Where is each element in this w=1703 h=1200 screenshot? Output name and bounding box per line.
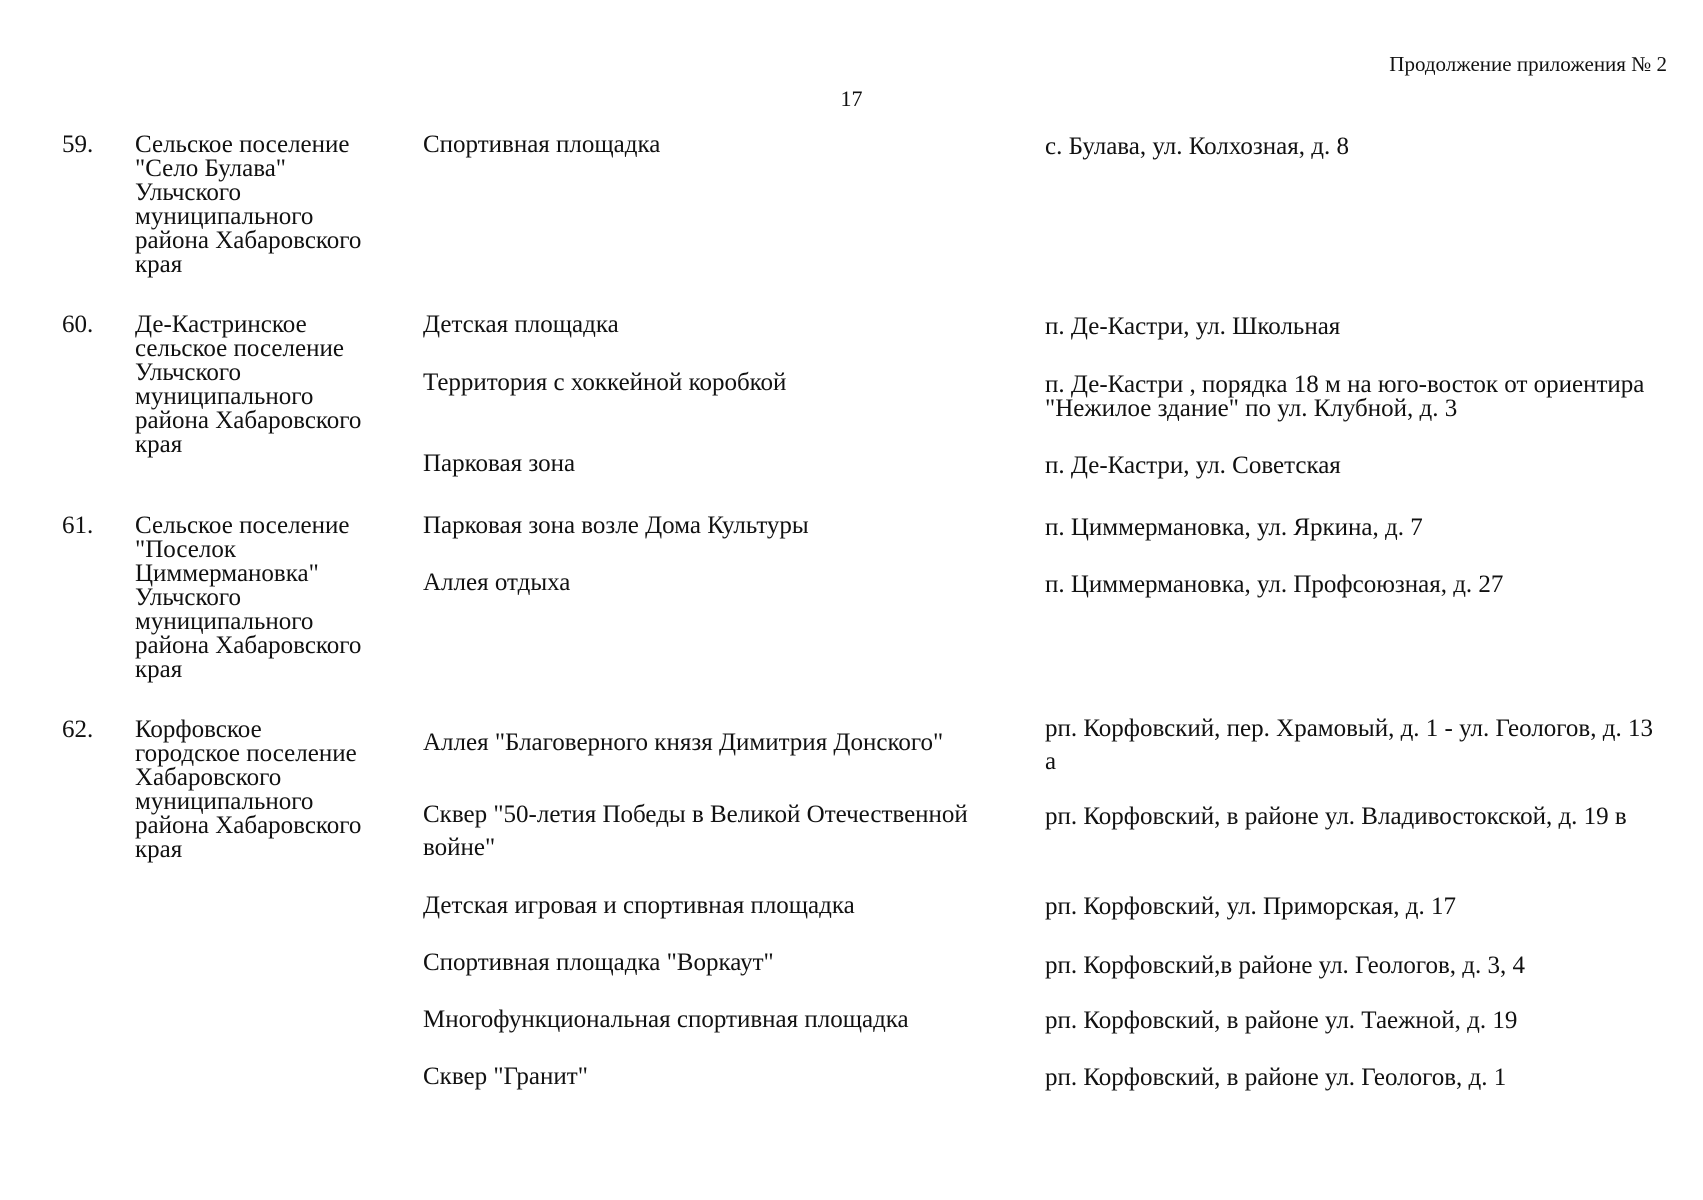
settlement-name-line: района Хабаровского — [135, 407, 362, 434]
settlement-name-line: Хабаровского — [135, 764, 282, 791]
site-name: Территория с хоккейной коробкой — [423, 369, 787, 396]
settlement-name-line: сельское поселение — [135, 335, 344, 362]
settlement-name — [135, 133, 415, 277]
settlement-name-line: края — [135, 656, 183, 683]
site-address: рп. Корфовский,в районе ул. Геологов, д. 3, 4 — [1045, 952, 1525, 979]
site-name: Многофункциональная спортивная площадка — [423, 1006, 909, 1033]
site-name: Детская площадка — [423, 311, 619, 338]
settlement-name-line: района Хабаровского — [135, 227, 362, 254]
site-name: Сквер "50-летия Победы в Великой Отечественной войне" — [423, 801, 968, 861]
settlement-name-line: Сельское поселение — [135, 131, 350, 158]
settlement-name-line: муниципального — [135, 608, 314, 635]
appendix-continuation-note: Продолжение приложения № 2 — [1389, 52, 1667, 76]
site-address: рп. Корфовский, в районе ул. Владивостокской, д. 19 в — [1045, 803, 1627, 830]
settlement-name — [135, 718, 415, 862]
site-name: Детская игровая и спортивная площадка — [423, 892, 855, 919]
entry-number: 59. — [62, 131, 94, 158]
settlement-name-line: Ульчского — [135, 584, 242, 611]
settlement-name-line: "Село Булава" — [135, 155, 286, 182]
entry-number: 60. — [62, 311, 94, 338]
settlement-name-line: Ульчского — [135, 359, 242, 386]
site-address: п. Циммермановка, ул. Яркина, д. 7 — [1045, 514, 1423, 541]
settlement-name-line: муниципального — [135, 383, 314, 410]
site-address: п. Де-Кастри, ул. Школьная — [1045, 313, 1341, 340]
site-name: Спортивная площадка — [423, 131, 661, 158]
site-name: Аллея отдыха — [423, 569, 571, 596]
entry-number: 61. — [62, 512, 94, 539]
site-name: Аллея "Благоверного князя Димитрия Донского" — [423, 729, 944, 756]
settlement-name-line: "Поселок — [135, 536, 237, 563]
site-name: Сквер "Гранит" — [423, 1063, 588, 1090]
settlement-name-line: муниципального — [135, 788, 314, 815]
settlement-name-line: района Хабаровского — [135, 632, 362, 659]
site-address: п. Де-Кастри , порядка 18 м на юго-восток от ориентира "Нежилое здание" по ул. Клубной, д. 3 — [1045, 371, 1645, 422]
settlement-name-line: Сельское поселение — [135, 512, 350, 539]
site-address: с. Булава, ул. Колхозная, д. 8 — [1045, 133, 1349, 160]
settlement-name-line: Ульчского — [135, 179, 242, 206]
settlement-name-line: края — [135, 836, 183, 863]
site-address: рп. Корфовский, в районе ул. Геологов, д. 1 — [1045, 1064, 1507, 1091]
site-address: рп. Корфовский, ул. Приморская, д. 17 — [1045, 893, 1456, 920]
settlement-name-line: Де-Кастринское — [135, 311, 307, 338]
settlement-name-line: края — [135, 431, 183, 458]
settlement-name-line: Циммермановка" — [135, 560, 319, 587]
site-name: Спортивная площадка "Воркаут" — [423, 949, 774, 976]
settlement-name — [135, 514, 415, 682]
site-address: п. Де-Кастри, ул. Советская — [1045, 452, 1341, 479]
settlement-name-line: края — [135, 251, 183, 278]
site-address: рп. Корфовский, пер. Храмовый, д. 1 - ул. Геологов, д. 13 а — [1045, 715, 1653, 775]
site-name: Парковая зона возле Дома Культуры — [423, 512, 809, 539]
site-address: п. Циммермановка, ул. Профсоюзная, д. 27 — [1045, 571, 1504, 598]
settlement-name — [135, 313, 415, 457]
site-name: Парковая зона — [423, 450, 576, 477]
entry-number: 62. — [62, 716, 94, 743]
settlement-name-line: Корфовское — [135, 716, 262, 743]
settlement-name-line: муниципального — [135, 203, 314, 230]
settlement-name-line: городское поселение — [135, 740, 357, 767]
settlement-name-line: района Хабаровского — [135, 812, 362, 839]
site-address: рп. Корфовский, в районе ул. Таежной, д. 19 — [1045, 1007, 1518, 1034]
page-number: 17 — [840, 86, 863, 111]
